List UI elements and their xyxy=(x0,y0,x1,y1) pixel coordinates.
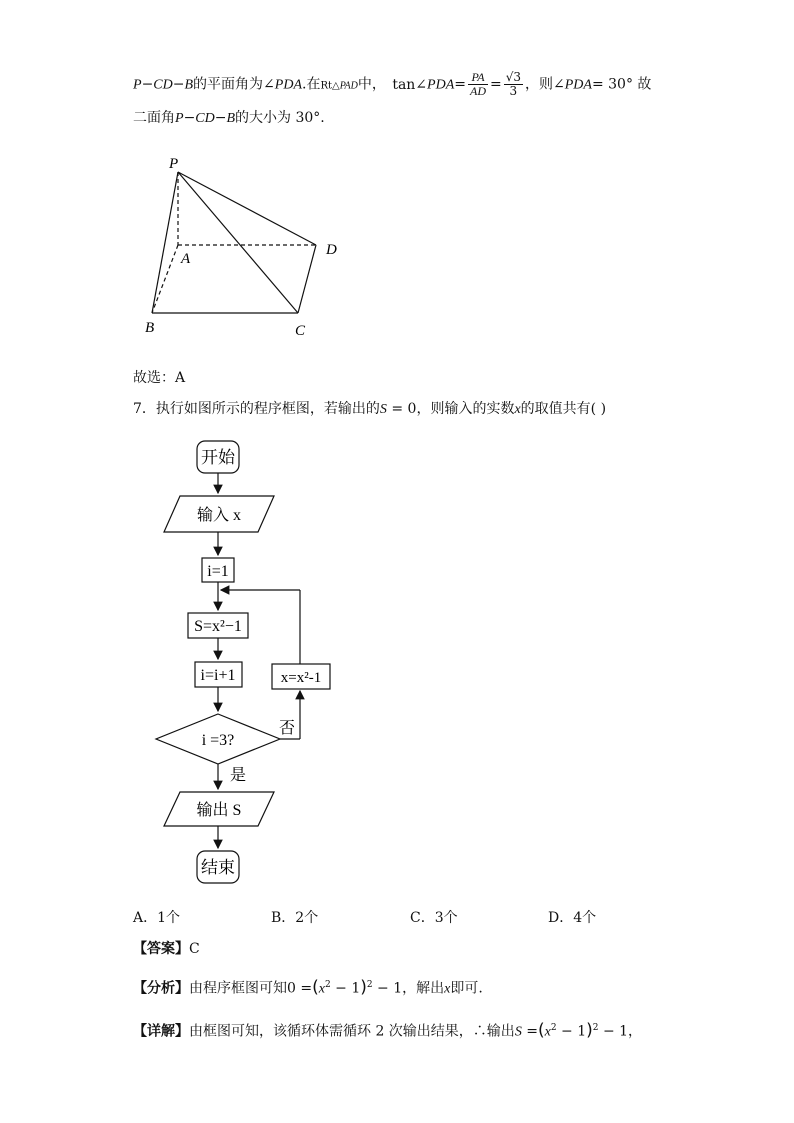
text-cd: CD xyxy=(153,77,173,93)
formula-x: x xyxy=(544,1024,551,1040)
formula-minus-1: − 1 xyxy=(330,980,361,997)
option-text: 3个 xyxy=(434,910,458,926)
increment-label: i=i+1 xyxy=(200,667,236,684)
fraction-sqrt3-3: $\frac{√3}{3}$ xyxy=(505,70,522,98)
option-a[interactable] xyxy=(133,908,180,928)
var-s: S xyxy=(514,1024,522,1040)
text-b: B xyxy=(226,111,236,126)
answer-tag: 【答案】 xyxy=(133,941,189,957)
decision-label: i =3? xyxy=(201,732,235,749)
vertex-label-p: P xyxy=(169,156,179,172)
analysis-text-1: 由程序框图可知 xyxy=(189,980,287,997)
edge-pb xyxy=(152,172,178,313)
edge-cd xyxy=(298,245,316,313)
option-text: 4个 xyxy=(573,910,597,926)
text-dihedral: 二面角 xyxy=(133,110,175,126)
text-pad: PAD xyxy=(339,80,358,92)
formula-minus-1: − 1 xyxy=(556,1023,587,1040)
text-in: .在 xyxy=(302,76,321,93)
solution-line-1 xyxy=(133,71,651,98)
formula-exp-2: 2 xyxy=(550,1023,557,1033)
start-label: 开始 xyxy=(201,448,235,467)
formula-minus-1b: − 1， xyxy=(598,1023,643,1040)
input-label: 输入 x xyxy=(196,507,242,524)
formula-outer-exp: 2 xyxy=(366,980,373,990)
init-label: i=1 xyxy=(207,563,229,580)
formula-outer-exp: 2 xyxy=(592,1023,599,1033)
flowchart xyxy=(150,435,350,885)
text-minus: − xyxy=(214,110,227,126)
option-letter: C． xyxy=(410,910,435,926)
text-size: 的大小为 30°. xyxy=(235,110,325,126)
option-text: 1个 xyxy=(157,910,181,926)
equals-zero: = 0 xyxy=(386,401,417,417)
var-x: x xyxy=(514,402,521,417)
text-pda-3: PDA xyxy=(564,77,592,93)
text-pda-2: PDA xyxy=(427,77,455,93)
yes-label: 是 xyxy=(230,767,247,784)
option-d[interactable] xyxy=(548,908,596,928)
text-p: P xyxy=(133,77,142,93)
text-p: P xyxy=(175,111,184,126)
question-mid: ，则输入的实数 xyxy=(416,401,515,417)
detail-tag: 【详解】 xyxy=(133,1023,189,1040)
edge-pd xyxy=(178,172,316,245)
answer-value: C xyxy=(189,941,200,957)
text-pda: PDA xyxy=(274,77,302,93)
formula-minus-1b: − 1 xyxy=(372,980,403,997)
question-7 xyxy=(133,399,606,420)
text-tan: tan∠ xyxy=(392,76,428,93)
answer-line xyxy=(133,939,200,959)
formula-zero: 0 = xyxy=(287,980,313,997)
loop-assign-label: x=x²-1 xyxy=(280,670,322,686)
detail-text-1: 由框图可知，该循环体需循环 2 次输出结果，∴输出 xyxy=(189,1023,515,1040)
choice-line: 故选：A xyxy=(133,370,186,386)
text-minus: − xyxy=(141,76,154,93)
analysis-line: 【分析】由程序框图可知$0 =(x^2 - 1)^2 - 1$，解出x即可. xyxy=(133,977,483,998)
no-label: 否 xyxy=(279,720,296,737)
analysis-text-2: ，解出 xyxy=(402,980,445,997)
fraction-pa-ad: $\frac{PA}{AD}$ xyxy=(470,70,486,98)
assign-s-label: S=x²−1 xyxy=(194,618,242,635)
vertex-label-b: B xyxy=(145,320,155,336)
question-prefix: 7．执行如图所示的程序框图，若输出的 xyxy=(133,401,380,417)
text-b: B xyxy=(184,77,194,93)
analysis-text-3: 即可. xyxy=(450,980,483,997)
option-text: 2个 xyxy=(295,910,319,926)
detail-eq: = xyxy=(521,1023,538,1040)
option-letter: D． xyxy=(548,910,574,926)
pyramid-figure xyxy=(140,150,350,345)
option-b[interactable] xyxy=(271,908,318,928)
text-plane-angle: 的平面角为∠ xyxy=(193,76,275,93)
detail-line: 【详解】由框图可知，该循环体需循环 2 次输出结果，∴输出$S =(x^2 - 1)^2 - 1$， xyxy=(133,1020,643,1041)
text-equals: = xyxy=(454,76,466,93)
text-rt-triangle: Rt△ xyxy=(320,80,340,92)
question-suffix: 的取值共有( ) xyxy=(520,401,607,417)
text-minus: − xyxy=(183,110,196,126)
vertex-label-c: C xyxy=(295,323,306,339)
end-label: 结束 xyxy=(201,858,235,877)
text-equals-2: = xyxy=(490,76,502,93)
edge-ab-hidden xyxy=(152,245,178,313)
option-c[interactable] xyxy=(410,908,458,928)
analysis-tag: 【分析】 xyxy=(133,980,189,997)
formula-x: x xyxy=(318,981,325,997)
output-label: 输出 S xyxy=(196,802,242,819)
solution-line-2 xyxy=(133,108,325,129)
text-then: ，则∠ xyxy=(525,76,565,93)
text-zhong: 中， xyxy=(357,76,386,93)
vertex-label-a: A xyxy=(181,251,191,267)
option-letter: B． xyxy=(271,910,296,926)
text-minus: − xyxy=(172,76,185,93)
vertex-label-d: D xyxy=(326,242,337,258)
edge-pc xyxy=(178,172,298,313)
option-letter: A． xyxy=(133,910,158,926)
text-cd: CD xyxy=(195,111,215,126)
formula-exp-2: 2 xyxy=(324,980,331,990)
var-s: S xyxy=(379,402,387,417)
text-30deg: = 30° 故 xyxy=(591,76,652,93)
var-x: x xyxy=(444,981,451,997)
